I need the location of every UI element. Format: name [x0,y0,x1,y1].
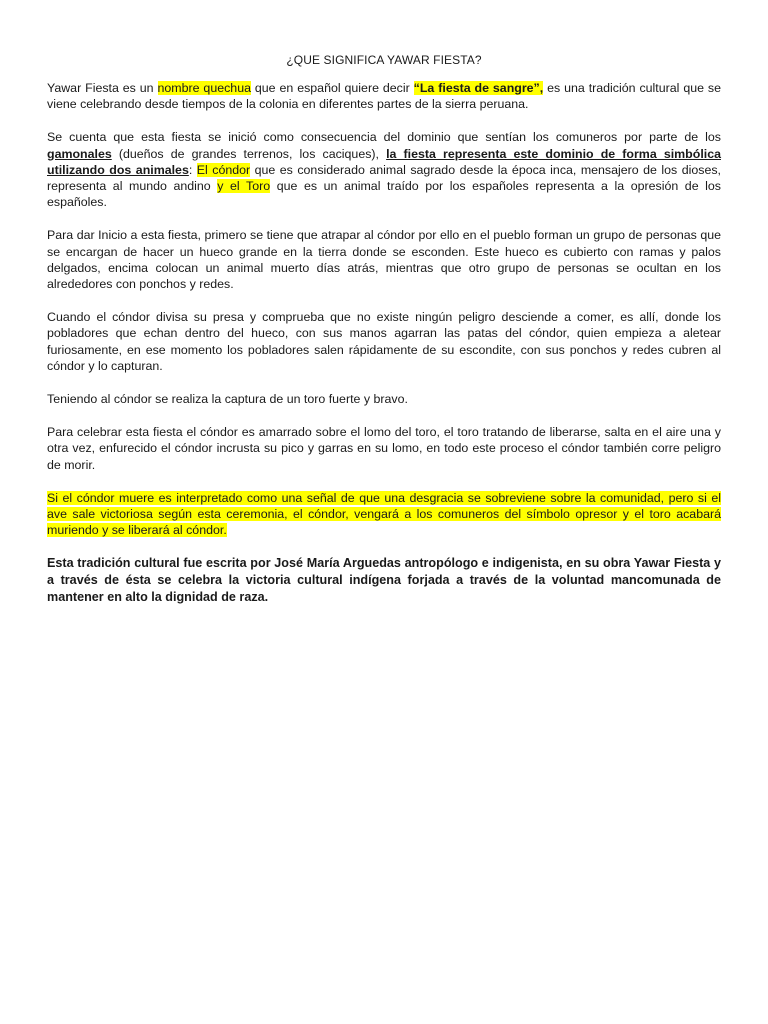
paragraph-origin [47,129,721,210]
highlighted-text: Si el cóndor muere es interpretado como una señal de que una desgracia se sobreviene sobre la comunidad, pero si el ave sale victoriosa según esta ceremonia, el cóndor, vengará a los comuneros del símbolo opresor y el toro acabará muriendo y se liberará al cóndor. [47,490,721,538]
bold-underlined-text: gamonales [47,146,112,161]
text-span: es una tradición cultural que se viene celebrando desde tiempos de la colonia en diferentes partes de la sierra peruana. [47,81,721,112]
highlighted-text: nombre quechua [157,81,251,95]
paragraph-meaning [47,490,721,539]
text-span: Se cuenta que esta fiesta se inició como consecuencia del dominio que sentían los comuneros por parte de los [47,130,721,145]
highlighted-text: El cóndor [196,162,251,177]
document-title: ¿QUE SIGNIFICA YAWAR FIESTA? [286,53,482,67]
text-span: : [188,162,197,177]
text-span: Yawar Fiesta es un [47,81,158,95]
paragraph-arguedas: Esta tradición cultural fue escrita por José María Arguedas antropólogo e indigenista, en su obra Yawar Fiesta y a través de ésta se celebra la victoria cultural indígena forjada a través de la voluntad mancomunada de mantener en alto la dignidad de raza. [47,556,721,605]
document-page [47,50,721,623]
text-span: que en español quiere decir [250,81,414,95]
text-span: (dueños de grandes terrenos, los caciques), [111,146,387,161]
text-span: que es considerado animal sagrado desde la época inca, mensajero de los dioses, representa al mundo andino [47,162,721,194]
bold-underlined-text: la fiesta representa este dominio de forma simbólica utilizando dos animales [47,146,721,177]
paragraph-capture-condor: Cuando el cóndor divisa su presa y comprueba que no existe ningún peligro desciende a comer, es allí, donde los pobladores que echan dentro del hueco, con sus manos agarran las patas del cóndor, quien empieza a aletear furiosamente, en ese momento los pobladores salen rápidamente de su escondite, con sus ponchos y redes cubren al cóndor y lo capturan. [47,310,721,373]
highlighted-text: y el Toro [217,179,271,194]
highlighted-bold-text: “La fiesta de sangre”, [413,81,544,95]
paragraph-capture-bull: Teniendo al cóndor se realiza la captura de un toro fuerte y bravo. [47,392,408,407]
paragraph-celebration: Para celebrar esta fiesta el cóndor es amarrado sobre el lomo del toro, el toro tratando de liberarse, salta en el aire una y otra vez, enfurecido el cóndor incrusta su pico y garras en su lomo, en todo este proceso el cóndor también corre peligro de morir. [47,425,721,472]
paragraph-capture-setup: Para dar Inicio a esta fiesta, primero se tiene que atrapar al cóndor por ello en el pueblo forman un grupo de personas que se encargan de hacer un hueco grande en la tierra donde se esconden. Este hueco es cubierto con ramas y palos delgados, encima colocan un animal muerto días atrás, mientras que otro grupo de personas se ocultan en los alrededores con ponchos y redes. [47,228,721,292]
paragraph-definition [47,80,721,112]
text-span: que es un animal traído por los españoles representa a la opresión de los españoles. [47,179,721,210]
